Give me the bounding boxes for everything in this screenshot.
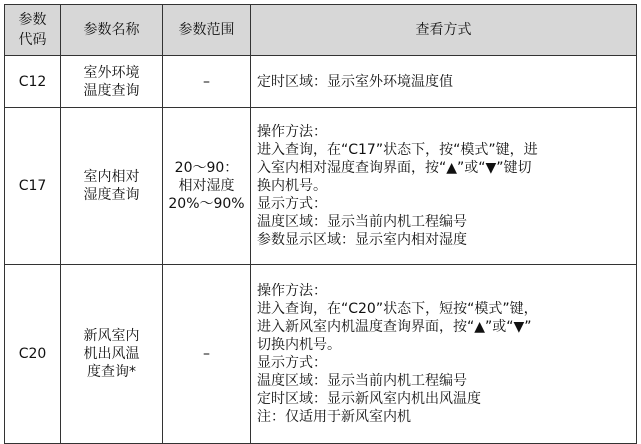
row-range: – xyxy=(163,265,251,444)
row-view: 定时区域：显示室外环境温度值 xyxy=(251,56,637,108)
row-code: C20 xyxy=(5,265,61,444)
header-range: 参数范围 xyxy=(163,5,251,56)
row-name: 新风室内 机出风温 度查询* xyxy=(61,265,163,444)
parameter-table-container xyxy=(4,4,637,444)
row-range: 20～90： 相对湿度 20%～90% xyxy=(163,108,251,265)
table-row xyxy=(5,56,637,108)
table-row xyxy=(5,265,637,444)
row-view: 操作方法： 进入查询，在“C20”状态下，短按“模式”键， 进入新风室内机温度查询界面，按“▲”或“▼” 切换内机号。 显示方式： 温度区域：显示当前内机工程编号 定时区域：显示新风室内机出风温度 注：仅适用于新风室内机 xyxy=(251,265,637,444)
row-view: 操作方法： 进入查询，在“C17”状态下，按“模式”键，进 入室内相对湿度查询界面，按“▲”或“▼”键切 换内机号。 显示方式： 温度区域：显示当前内机工程编号 参数显示区域：显示室内相对湿度 xyxy=(251,108,637,265)
row-code: C12 xyxy=(5,56,61,108)
row-code: C17 xyxy=(5,108,61,265)
row-name: 室内相对 湿度查询 xyxy=(61,108,163,265)
table-header-row xyxy=(5,5,637,56)
parameter-table xyxy=(4,4,637,444)
row-name: 室外环境 温度查询 xyxy=(61,56,163,108)
header-name: 参数名称 xyxy=(61,5,163,56)
table-row xyxy=(5,108,637,265)
row-range: – xyxy=(163,56,251,108)
header-code: 参数 代码 xyxy=(5,5,61,56)
header-view: 查看方式 xyxy=(251,5,637,56)
